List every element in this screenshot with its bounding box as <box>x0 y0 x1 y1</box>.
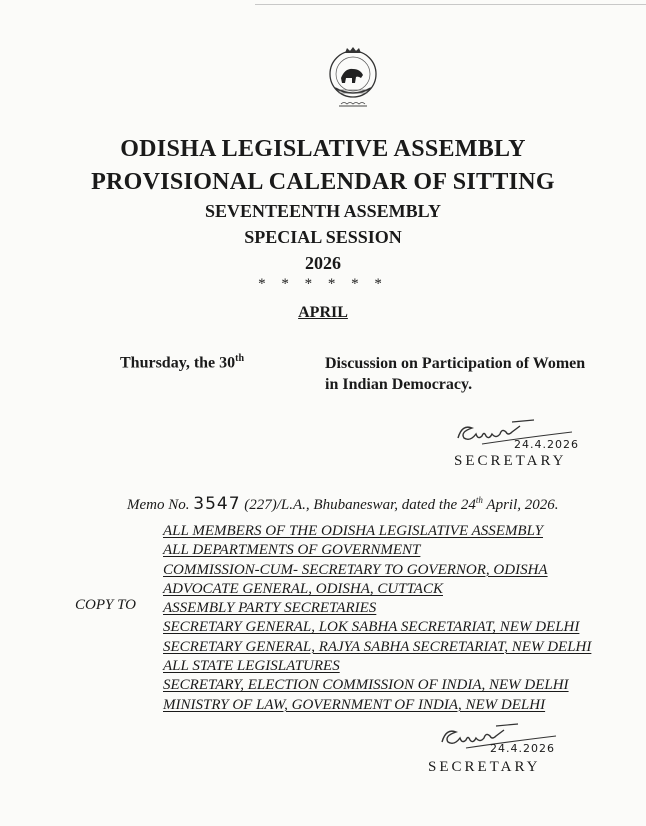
year: 2026 <box>305 253 341 273</box>
session-title: SPECIAL SESSION <box>244 227 402 247</box>
list-item: ALL MEMBERS OF THE ODISHA LEGISLATIVE ASSEMBLY <box>163 523 543 539</box>
calendar-title: PROVISIONAL CALENDAR OF SITTING <box>91 169 555 195</box>
assembly-number: SEVENTEENTH ASSEMBLY <box>205 201 441 221</box>
list-item: SECRETARY, ELECTION COMMISSION OF INDIA, NEW DELHI <box>163 677 569 694</box>
memo-line: Memo No. 3547 (227)/L.A., Bhubaneswar, dated the 24th April, 2026. <box>127 494 559 514</box>
list-item: MINISTRY OF LAW, GOVERNMENT OF INDIA, NEW DELHI <box>163 696 546 713</box>
copy-to-label: COPY TO <box>75 597 136 613</box>
secretary-title-top: SECRETARY <box>454 453 567 469</box>
odisha-state-emblem-icon <box>321 44 385 124</box>
list-item: COMMISSION-CUM- SECRETARY TO GOVERNOR, ODISHA <box>163 561 548 578</box>
list-item: ADVOCATE GENERAL, ODISHA, CUTTACK <box>163 580 443 597</box>
list-item: ASSEMBLY PARTY SECRETARIES <box>163 600 377 617</box>
scan-edge-line <box>255 4 646 5</box>
list-item: SECRETARY GENERAL, RAJYA SABHA SECRETARIAT, NEW DELHI <box>163 638 592 655</box>
list-item: ALL STATE LEGISLATURES <box>163 658 340 675</box>
sitting-agenda: Discussion on Participation of Women in Indian Democracy. <box>325 355 586 393</box>
secretary-title-bottom: SECRETARY <box>428 759 541 775</box>
recipient-list <box>163 522 591 715</box>
signature-top: 24.4.2026 <box>452 418 592 470</box>
star-divider: * * * * * * <box>258 276 388 292</box>
sitting-day: Thursday, the 30th <box>120 353 245 372</box>
month-heading: APRIL <box>298 304 348 321</box>
list-item: SECRETARY GENERAL, LOK SABHA SECRETARIAT, NEW DELHI <box>163 619 580 636</box>
assembly-title: ODISHA LEGISLATIVE ASSEMBLY <box>120 136 526 162</box>
list-item: ALL DEPARTMENTS OF GOVERNMENT <box>163 542 421 559</box>
signature-bottom: 24.4.2026 <box>436 722 576 772</box>
